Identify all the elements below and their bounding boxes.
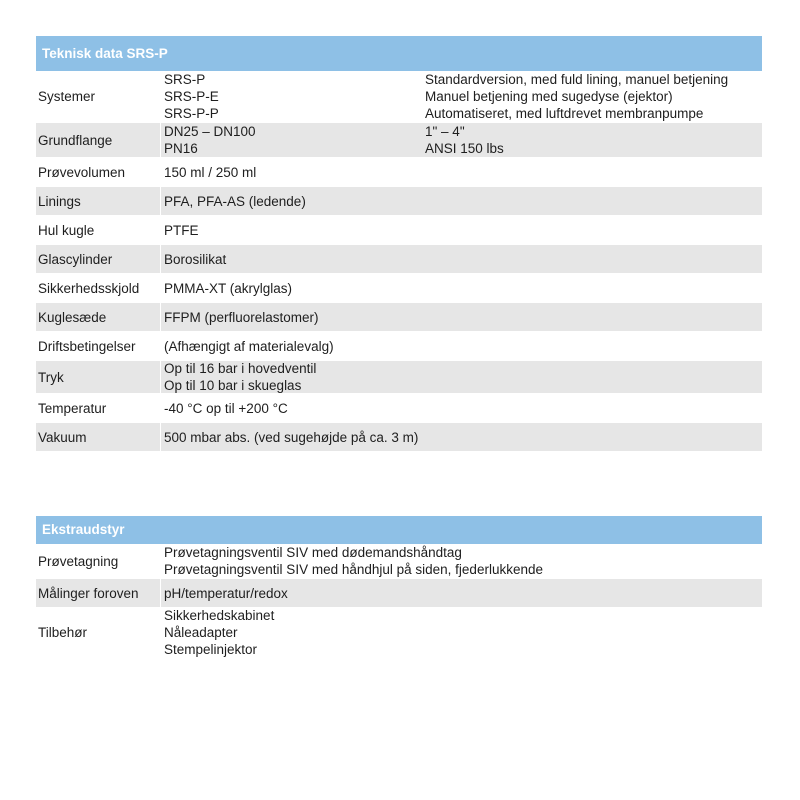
row-value <box>161 579 762 607</box>
value-line: (Afhængigt af materialevalg) <box>164 338 334 354</box>
table-row <box>36 579 762 608</box>
row-value <box>161 245 762 273</box>
table-row <box>36 544 762 579</box>
row-description <box>422 71 762 122</box>
row-value <box>161 216 762 244</box>
table-row <box>36 423 762 452</box>
row-value <box>161 303 762 331</box>
row-label: Tryk <box>36 361 161 393</box>
table-row <box>36 303 762 332</box>
table-row <box>36 608 762 658</box>
row-label: Sikkerhedsskjold <box>36 274 161 302</box>
value-line: 500 mbar abs. (ved sugehøjde på ca. 3 m) <box>164 429 419 445</box>
table-header: Ekstraudstyr <box>36 516 762 544</box>
row-label: Kuglesæde <box>36 303 161 331</box>
row-label: Driftsbetingelser <box>36 332 161 360</box>
value-line: FFPM (perfluorelastomer) <box>164 309 319 325</box>
value-line: PMMA-XT (akrylglas) <box>164 280 293 296</box>
row-label: Temperatur <box>36 394 161 422</box>
value-line: PN16 <box>164 141 198 156</box>
table-header: Teknisk data SRS-P <box>36 36 762 71</box>
description-line: Standardversion, med fuld lining, manuel betjening <box>425 72 729 87</box>
value-line: Sikkerhedskabinet <box>164 608 275 623</box>
table-row <box>36 394 762 423</box>
table-row <box>36 332 762 361</box>
row-label: Målinger foroven <box>36 579 161 607</box>
table-row <box>36 187 762 216</box>
row-value <box>161 423 762 451</box>
row-label: Vakuum <box>36 423 161 451</box>
value-line: DN25 – DN100 <box>164 124 256 139</box>
row-value <box>161 71 422 122</box>
table-row <box>36 158 762 187</box>
value-line: -40 °C op til +200 °C <box>164 400 288 416</box>
row-value <box>161 608 762 657</box>
description-line: 1" – 4" <box>425 124 465 139</box>
row-value <box>161 274 762 302</box>
table-row <box>36 361 762 394</box>
row-value <box>161 394 762 422</box>
row-label: Grundflange <box>36 123 161 157</box>
row-label: Hul kugle <box>36 216 161 244</box>
description-line: Manuel betjening med sugedyse (ejektor) <box>425 89 673 104</box>
value-line: 150 ml / 250 ml <box>164 164 257 180</box>
value-line: Prøvetagningsventil SIV med dødemandshåndtag <box>164 545 462 560</box>
value-line: SRS-P <box>164 72 206 87</box>
value-line: Op til 10 bar i skueglas <box>164 378 302 393</box>
technical-data-table <box>36 36 762 452</box>
accessories-table <box>36 516 762 658</box>
row-value <box>161 187 762 215</box>
row-label: Linings <box>36 187 161 215</box>
row-description <box>422 123 762 157</box>
value-line: SRS-P-E <box>164 89 219 104</box>
row-value <box>161 361 762 393</box>
value-line: Nåleadapter <box>164 625 238 640</box>
row-label: Prøvetagning <box>36 544 161 578</box>
table-row <box>36 216 762 245</box>
description-line: ANSI 150 lbs <box>425 141 504 156</box>
row-label: Glascylinder <box>36 245 161 273</box>
row-value <box>161 123 422 157</box>
row-label: Tilbehør <box>36 608 161 657</box>
table-row <box>36 245 762 274</box>
value-line: Stempelinjektor <box>164 642 258 657</box>
value-line: Borosilikat <box>164 251 227 267</box>
value-line: SRS-P-P <box>164 106 219 121</box>
table-row <box>36 123 762 158</box>
row-label: Systemer <box>36 71 161 122</box>
table-row <box>36 274 762 303</box>
value-line: PFA, PFA-AS (ledende) <box>164 193 306 209</box>
value-line: Op til 16 bar i hovedventil <box>164 361 317 376</box>
value-line: PTFE <box>164 222 199 238</box>
value-line: Prøvetagningsventil SIV med håndhjul på siden, fjederlukkende <box>164 562 543 577</box>
description-line: Automatiseret, med luftdrevet membranpumpe <box>425 106 704 121</box>
row-value <box>161 544 762 578</box>
row-label: Prøvevolumen <box>36 158 161 186</box>
value-line: pH/temperatur/redox <box>164 585 288 601</box>
row-value <box>161 332 762 360</box>
row-value <box>161 158 762 186</box>
table-row <box>36 71 762 123</box>
